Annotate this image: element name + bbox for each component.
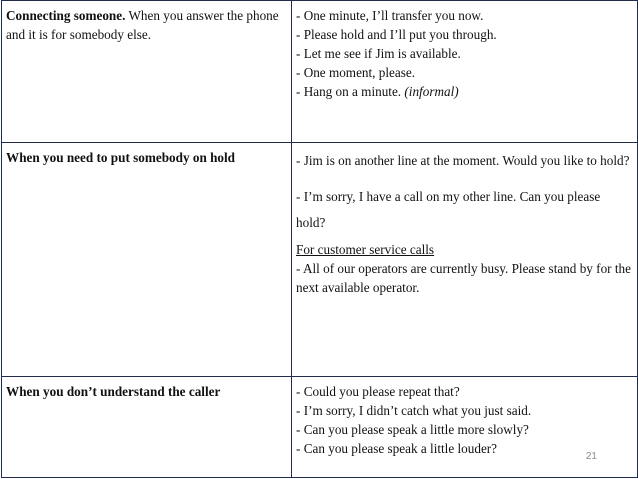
phrase-line: - Let me see if Jim is available. bbox=[296, 46, 461, 61]
phrases-table bbox=[1, 0, 638, 478]
phrase-line-with-note bbox=[296, 82, 631, 101]
table-row bbox=[2, 143, 638, 377]
phrase-paragraph: - Jim is on another line at the moment. Would you like to hold? bbox=[296, 153, 630, 168]
phrase-line: - Could you please repeat that? bbox=[296, 384, 460, 399]
phrase-text: - Hang on a minute. bbox=[296, 84, 402, 99]
situation-title: Connecting someone. bbox=[6, 8, 126, 23]
phrase-line: - One moment, please. bbox=[296, 65, 416, 80]
phrases-cell bbox=[292, 377, 638, 478]
situation-cell bbox=[2, 143, 292, 377]
phrase-line: - Can you please speak a little more slowly? bbox=[296, 422, 529, 437]
page-number: 21 bbox=[585, 451, 597, 462]
phrase-line: - Please hold and I’ll put you through. bbox=[296, 27, 497, 42]
phrase-line: - Can you please speak a little louder? bbox=[296, 441, 498, 456]
phrase-register-note: (informal) bbox=[404, 84, 459, 99]
table-row bbox=[2, 377, 638, 478]
phrase-paragraph: - I’m sorry, I have a call on my other line. Can you please hold? bbox=[296, 189, 601, 230]
phrases-cell bbox=[292, 143, 638, 377]
situation-title: When you don’t understand the caller bbox=[6, 384, 221, 399]
table-row bbox=[2, 1, 638, 143]
phrase-paragraph: - All of our operators are currently busy. Please stand by for the next available operator. bbox=[296, 261, 631, 295]
phrase-line: - One minute, I’ll transfer you now. bbox=[296, 8, 484, 23]
situation-cell bbox=[2, 1, 292, 143]
situation-title: When you need to put somebody on hold bbox=[6, 150, 236, 165]
phrase-line: - I’m sorry, I didn’t catch what you just said. bbox=[296, 403, 532, 418]
sub-heading: For customer service calls bbox=[296, 242, 435, 257]
spacer bbox=[296, 174, 631, 184]
situation-cell bbox=[2, 377, 292, 478]
situation-description: When you answer the phone and it is for somebody else. bbox=[6, 8, 279, 42]
phrases-cell bbox=[292, 1, 638, 143]
